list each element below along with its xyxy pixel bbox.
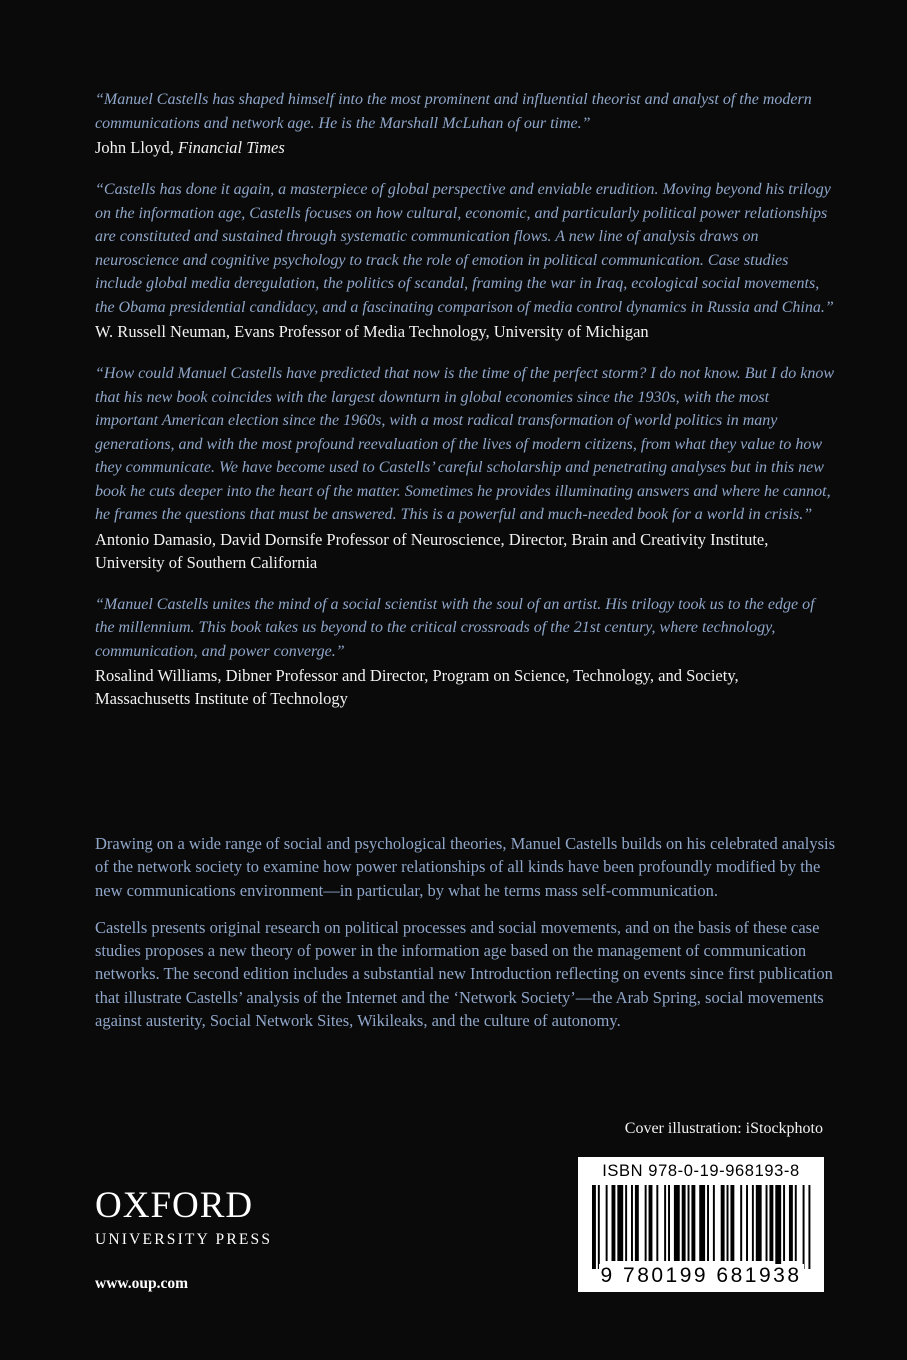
barcode-bars — [586, 1185, 816, 1269]
endorsement-author: W. Russell Neuman, Evans Professor of Media Technology, University of Michigan — [95, 322, 649, 341]
barcode-bar — [625, 1185, 627, 1261]
endorsement-author: Antonio Damasio, David Dornsife Professor of Neuroscience, Director, Brain and Creativity Institute, University of Southern California — [95, 529, 769, 572]
endorsement-quote: “Castells has done it again, a masterpiece of global perspective and enviable erudition. Moving beyond his trilogy on the information age, Castells focuses on how cultural, economic, and particularly political power relationships are constituted and sustained through systematic communication flows. A new line of analysis draws on neuroscience and cognitive psychology to track the role of emotion in political communication. Case studies include global media deregulation, the politics of scandal, framing the war in Iraq, ecological social movements, the Obama presidential candidacy, and a fascinating comparison of media control dynamics in Russia and China.” — [95, 181, 834, 316]
publisher-website: www.oup.com — [95, 1275, 189, 1292]
barcode-bar — [649, 1185, 653, 1261]
barcode-bar — [727, 1185, 729, 1261]
endorsement-quote: “How could Manuel Castells have predicted that now is the time of the perfect storm? I do not know. But I do know that his new book coincides with the largest downturn in global economies since the 1930s, with the most important American election since the 1960s, with a most radical transformation of world politics in many generations, and with the most profound reevaluation of the lives of modern citizens, from what they value to how they communicate. We have become used to Castells’ careful scholarship and penetrating analyses but in this new book he cuts deeper into the heart of the matter. Sometimes he provides illuminating answers and where he cannot, he frames the questions that must be answered. This is a powerful and much-needed book for a world in crisis.” — [95, 365, 835, 523]
barcode-bar — [668, 1185, 670, 1261]
barcode-bar — [789, 1185, 793, 1261]
barcode-bar — [656, 1185, 658, 1261]
publisher-name: OXFORD — [95, 1185, 254, 1226]
publisher-logo — [95, 1186, 272, 1250]
barcode-bar — [598, 1185, 600, 1269]
barcode-bar — [592, 1185, 596, 1269]
barcode-bar — [721, 1185, 725, 1261]
description-paragraph: Castells presents original research on political processes and social movements, and on the basis of these case studies proposes a new theory of power in the information age based on the management of communication networks. The second edition includes a substantial new Introduction reflecting on events since first publication that illustrate Castells’ analysis of the Internet and the ‘Network Society’—the Arab Spring, social movements against austerity, Social Network Sites, Wikileaks, and the culture of autonomy. — [95, 917, 833, 1031]
barcode-bar — [769, 1185, 773, 1261]
cover-credit: Cover illustration: iStockphoto — [624, 1120, 823, 1137]
isbn-label: ISBN 978-0-19-968193-8 — [602, 1162, 800, 1180]
barcode-bar — [691, 1185, 695, 1261]
barcode-bar — [713, 1185, 715, 1261]
endorsement-author — [95, 136, 835, 159]
barcode-bar — [707, 1185, 709, 1261]
barcode-bar — [612, 1185, 616, 1261]
barcode-bar — [752, 1185, 754, 1261]
isbn-barcode — [578, 1157, 824, 1292]
endorsement-author: Rosalind Williams, Dibner Professor and Director, Program on Science, Technology, and Society, Massachusetts Institute of Technology — [95, 666, 739, 708]
barcode-bar — [756, 1185, 762, 1261]
barcode-bar — [795, 1185, 797, 1261]
barcode-bar — [766, 1185, 768, 1261]
barcode-bar — [635, 1185, 639, 1261]
book-description — [95, 832, 835, 1046]
barcode-bar — [808, 1185, 810, 1269]
barcode-bar — [699, 1185, 705, 1261]
barcode-bar — [664, 1185, 666, 1261]
barcode-digits — [578, 1264, 824, 1288]
publisher-subtitle: UNIVERSITY PRESS — [95, 1231, 273, 1248]
barcode-number: 9 780199 681938 — [600, 1264, 802, 1287]
barcode-bar — [674, 1185, 680, 1261]
barcode-bar — [775, 1185, 781, 1269]
barcode-bar — [617, 1185, 623, 1261]
barcode-bar — [682, 1185, 686, 1261]
barcode-bar — [740, 1185, 742, 1261]
publication-name: Financial Times — [177, 138, 285, 157]
barcode-bar — [645, 1185, 647, 1261]
barcode-bar — [730, 1185, 734, 1261]
description-paragraph: Drawing on a wide range of social and psychological theories, Manuel Castells builds on his celebrated analysis of the network society to examine how power relationships of all kinds have been profoundly modified by the new communications environment—in particular, by what he terms mass self-communication. — [95, 834, 836, 900]
endorsements-section — [95, 88, 835, 729]
barcode-bar — [688, 1185, 690, 1261]
barcode-bar — [746, 1185, 748, 1261]
barcode-bar — [631, 1185, 633, 1261]
barcode-bar — [606, 1185, 608, 1261]
endorsement-quote: “Manuel Castells has shaped himself into the most prominent and influential theorist and analyst of the modern communications and network age. He is the Marshall McLuhan of our time.” — [95, 91, 812, 132]
barcode-bar — [803, 1185, 805, 1269]
barcode-bar — [783, 1185, 785, 1261]
author-name: John Lloyd, — [95, 138, 178, 157]
endorsement-quote: “Manuel Castells unites the mind of a social scientist with the soul of an artist. His trilogy took us to the edge of the millennium. This book takes us beyond to the critical crossroads of the 21st century, where technology, communication, and power converge.” — [95, 595, 815, 660]
